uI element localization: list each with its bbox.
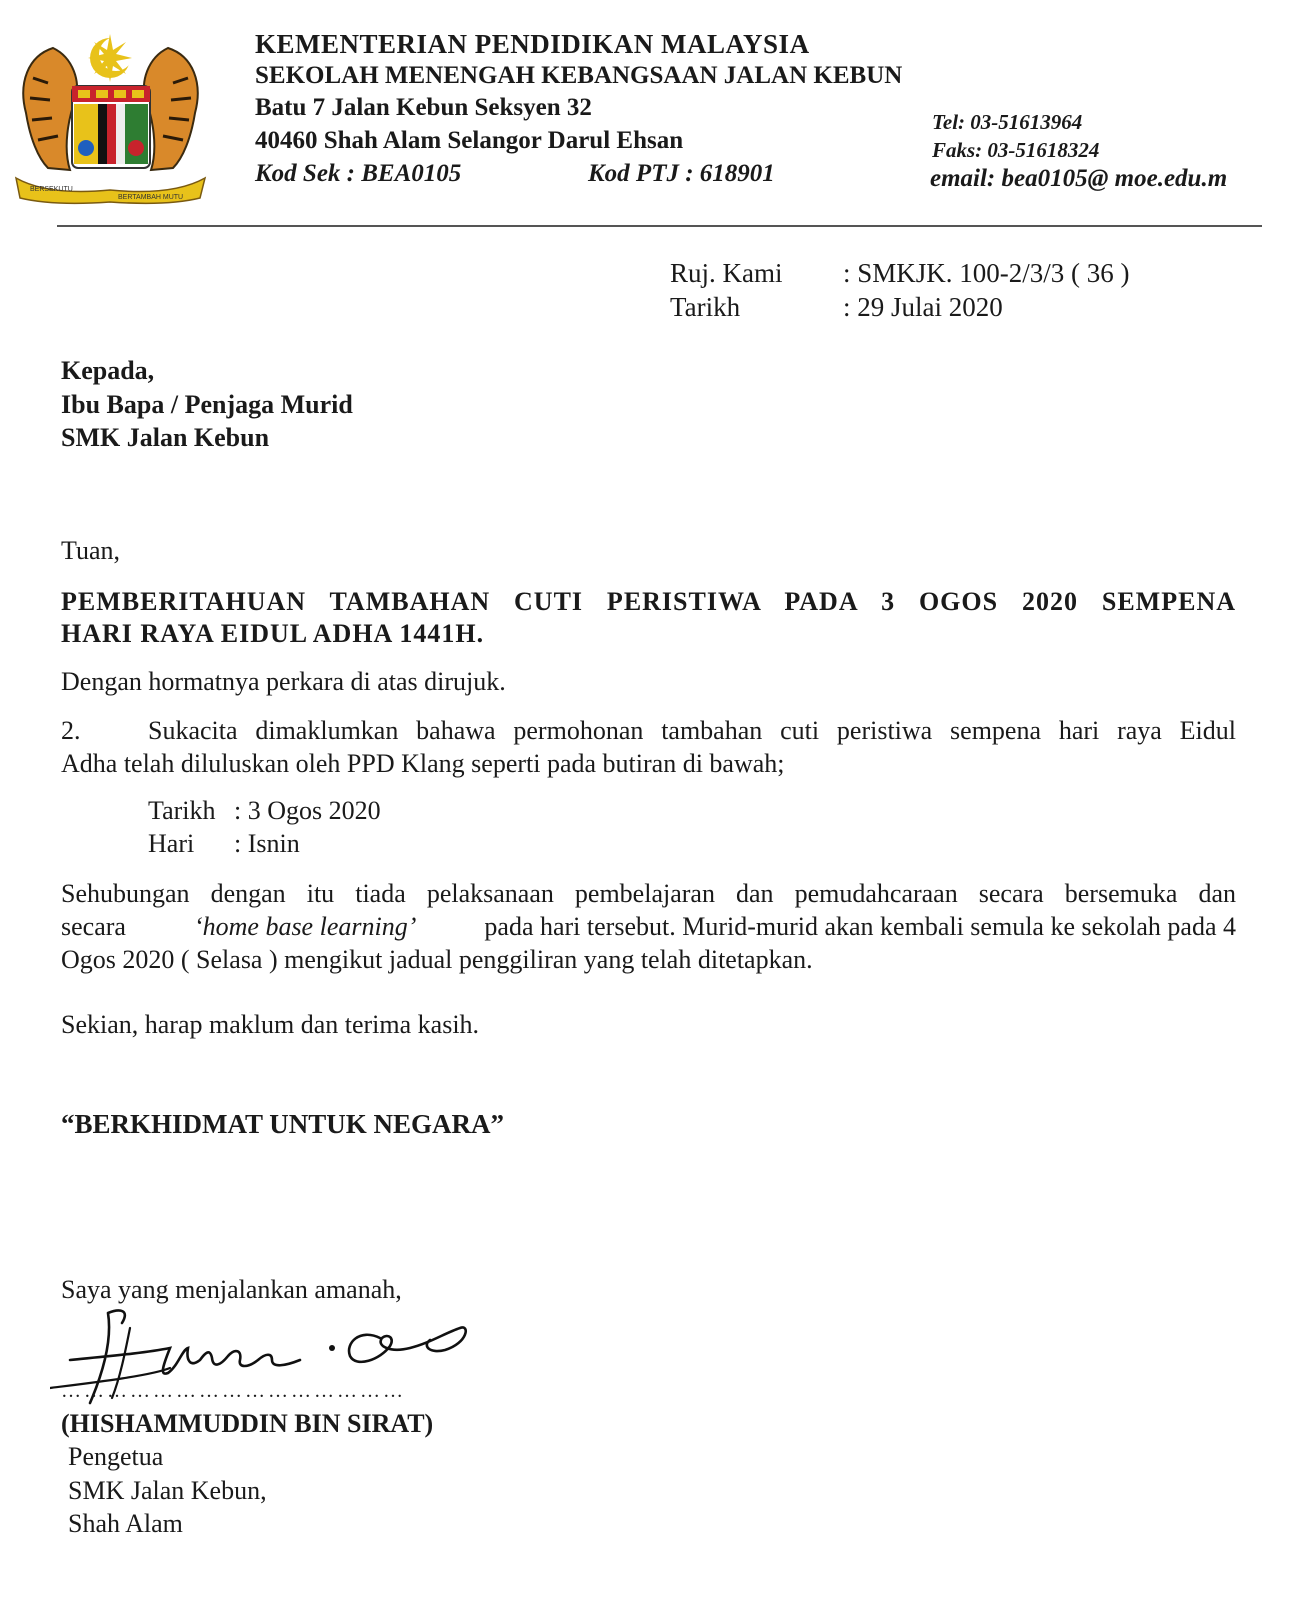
paragraph-3-line-1: Sehubungan dengan itu tiada pelaksanaan pembelajaran dan pemudahcaraan secara bersemuka dan	[61, 879, 1236, 908]
detail-day-label: Hari	[148, 829, 195, 858]
paragraph-1: Dengan hormatnya perkara di atas dirujuk.	[61, 667, 506, 696]
date-value: : 29 Julai 2020	[843, 292, 1003, 322]
subject-line-1: PEMBERITAHUAN TAMBAHAN CUTI PERISTIWA PADA 3 OGOS 2020 SEMPENA	[61, 587, 1236, 616]
motto: “BERKHIDMAT UNTUK NEGARA”	[61, 1109, 505, 1139]
detail-date-value: : 3 Ogos 2020	[234, 796, 381, 825]
signatory-name: (HISHAMMUDDIN BIN SIRAT)	[61, 1409, 434, 1438]
paragraph-3-line-2-start: secara	[61, 912, 126, 941]
detail-day-value: : Isnin	[234, 829, 300, 858]
signature-line: ………………………………………	[61, 1380, 406, 1402]
paragraph-2-line-2: Adha telah diluluskan oleh PPD Klang seperti pada butiran di bawah;	[61, 749, 785, 778]
ptj-code: Kod PTJ : 618901	[588, 160, 775, 187]
header-divider	[57, 225, 1262, 227]
paragraph-3-line-2-end: pada hari tersebut. Murid-murid akan kembali semula ke sekolah pada 4	[484, 912, 1236, 941]
signatory-title: Pengetua	[68, 1442, 164, 1471]
reference-value: : SMKJK. 100-2/3/3 ( 36 )	[843, 258, 1130, 288]
recipient-line-2: Ibu Bapa / Penjaga Murid	[61, 390, 353, 419]
detail-date-label: Tarikh	[148, 796, 216, 825]
salutation: Tuan,	[61, 536, 121, 565]
fax: Faks: 03-51618324	[932, 138, 1100, 162]
signoff-intro: Saya yang menjalankan amanah,	[61, 1275, 402, 1304]
svg-text:BERTAMBAH MUTU: BERTAMBAH MUTU	[118, 194, 184, 201]
signatory-location: Shah Alam	[68, 1509, 183, 1538]
school-name: SEKOLAH MENENGAH KEBANGSAAN JALAN KEBUN	[255, 62, 903, 89]
address-line-2: 40460 Shah Alam Selangor Darul Ehsan	[255, 127, 684, 154]
home-base-learning-term: ‘home base learning’	[193, 912, 417, 941]
recipient-line-1: Kepada,	[61, 356, 155, 385]
email: email: bea0105@ moe.edu.m	[930, 165, 1228, 192]
recipient-line-3: SMK Jalan Kebun	[61, 423, 270, 452]
paragraph-3-line-2	[61, 912, 1236, 942]
date-label: Tarikh	[670, 292, 741, 322]
crest-emblem	[8, 28, 213, 206]
closing-paragraph: Sekian, harap maklum dan terima kasih.	[61, 1010, 480, 1039]
paragraph-2-number: 2.	[61, 716, 81, 745]
signatory-organization: SMK Jalan Kebun,	[68, 1476, 267, 1505]
paragraph-3-line-3: Ogos 2020 ( Selasa ) mengikut jadual penggiliran yang telah ditetapkan.	[61, 945, 813, 974]
school-code: Kod Sek : BEA0105	[255, 160, 462, 187]
ministry-name: KEMENTERIAN PENDIDIKAN MALAYSIA	[255, 29, 810, 59]
paragraph-2-line-1: Sukacita dimaklumkan bahawa permohonan tambahan cuti peristiwa sempena hari raya Eidul	[148, 716, 1236, 745]
telephone: Tel: 03-51613964	[932, 110, 1083, 134]
reference-label: Ruj. Kami	[670, 258, 783, 288]
address-line-1: Batu 7 Jalan Kebun Seksyen 32	[255, 94, 592, 121]
subject-line-2: HARI RAYA EIDUL ADHA 1441H.	[61, 619, 485, 648]
svg-text:BERSEKUTU: BERSEKUTU	[30, 186, 73, 193]
